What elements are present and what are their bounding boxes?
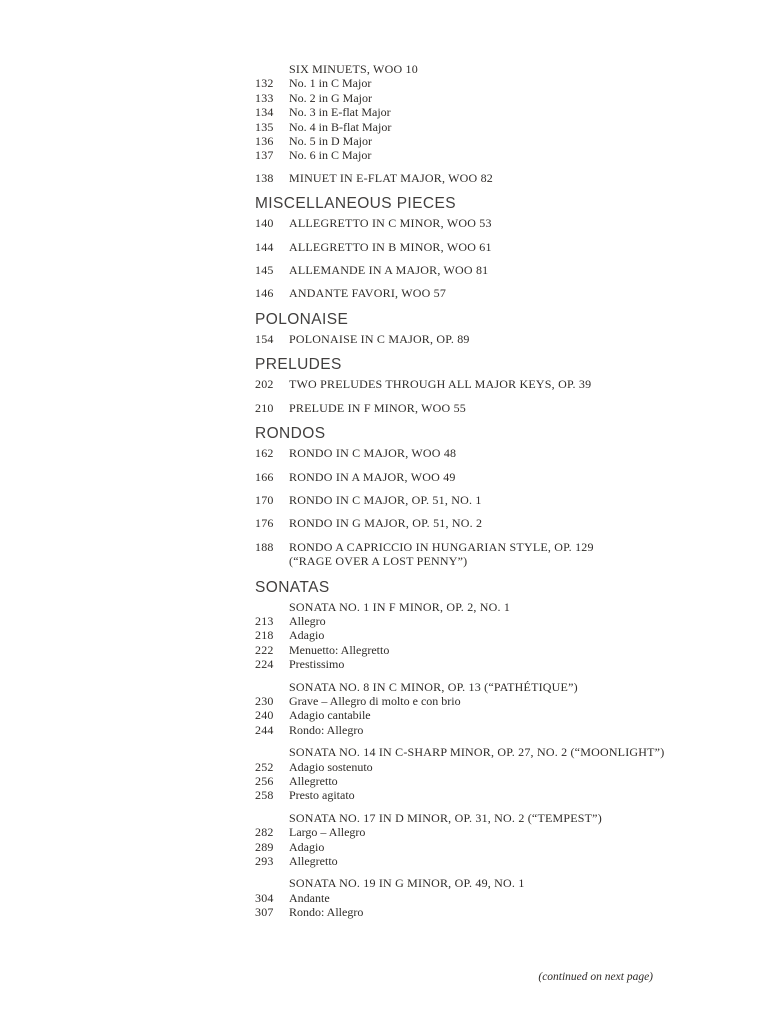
- page-number: 240: [255, 708, 274, 723]
- page-number: 166: [255, 469, 274, 484]
- work-group: [255, 62, 695, 163]
- page-number: 224: [255, 657, 274, 672]
- page-number: 176: [255, 516, 274, 531]
- page-number: 162: [255, 446, 274, 461]
- piece-title: RONDO IN G MAJOR, OP. 51, NO. 2: [289, 516, 483, 531]
- toc-entry: [255, 105, 695, 119]
- work-subheading: SONATA NO. 17 IN D MINOR, OP. 31, NO. 2 (“TEMPEST”): [289, 810, 602, 825]
- movement-title: Grave – Allegro di molto e con brio: [289, 693, 461, 708]
- movement-title: Adagio: [289, 628, 325, 643]
- toc-entry: [255, 614, 695, 628]
- toc-entry: [255, 470, 695, 484]
- toc-entry: [255, 540, 695, 569]
- piece-title: RONDO IN A MAJOR, WOO 49: [289, 469, 456, 484]
- movement-title: No. 1 in C Major: [289, 76, 372, 91]
- toc-entry: [255, 774, 695, 788]
- page-number: 140: [255, 216, 274, 231]
- movement-title: Andante: [289, 890, 330, 905]
- movement-title: Rondo: Allegro: [289, 722, 364, 737]
- toc-entry: [255, 628, 695, 642]
- toc-entry: [255, 240, 695, 254]
- toc-entry: [255, 854, 695, 868]
- toc-entry: [255, 694, 695, 708]
- toc-entry: [255, 788, 695, 802]
- piece-title: RONDO IN C MAJOR, OP. 51, NO. 1: [289, 492, 482, 507]
- work-group: [255, 600, 695, 672]
- page-number: 202: [255, 377, 274, 392]
- table-of-contents: [255, 62, 695, 928]
- toc-entry: [255, 840, 695, 854]
- section-heading: PRELUDES: [255, 356, 342, 374]
- movement-title: Menuetto: Allegretto: [289, 642, 390, 657]
- piece-title: ALLEGRETTO IN B MINOR, WOO 61: [289, 239, 492, 254]
- page-number: 252: [255, 759, 274, 774]
- page-number: 256: [255, 774, 274, 788]
- page-number: 304: [255, 890, 274, 905]
- movement-title: Adagio sostenuto: [289, 759, 373, 774]
- page-number: 144: [255, 239, 274, 254]
- page-number: 137: [255, 148, 274, 163]
- toc-entry: [255, 493, 695, 507]
- work-group: [255, 680, 695, 738]
- piece-title: POLONAISE IN C MAJOR, OP. 89: [289, 331, 470, 346]
- page-number: 154: [255, 331, 274, 346]
- toc-entry: [255, 723, 695, 737]
- movement-title: Prestissimo: [289, 657, 345, 672]
- work-subheading: SONATA NO. 19 IN G MINOR, OP. 49, NO. 1: [289, 876, 525, 891]
- toc-entry: [255, 891, 695, 905]
- page-number: 170: [255, 492, 274, 507]
- section-heading: MISCELLANEOUS PIECES: [255, 195, 456, 213]
- toc-entry: [255, 516, 695, 530]
- piece-subtitle: (“RAGE OVER A LOST PENNY”): [289, 554, 468, 569]
- page-number: 293: [255, 854, 274, 869]
- work-group: [255, 876, 695, 919]
- toc-entry: [255, 148, 695, 162]
- movement-title: Largo – Allegro: [289, 825, 366, 840]
- toc-entry: [255, 134, 695, 148]
- page-number: 210: [255, 400, 274, 415]
- movement-title: Allegretto: [289, 774, 338, 788]
- piece-title: ANDANTE FAVORI, WOO 57: [289, 286, 447, 301]
- page-number: 133: [255, 90, 274, 105]
- toc-entry: [255, 216, 695, 230]
- piece-title: RONDO A CAPRICCIO IN HUNGARIAN STYLE, OP. 129: [289, 539, 594, 554]
- work-subheading: SIX MINUETS, WOO 10: [289, 62, 418, 76]
- toc-entry: [255, 120, 695, 134]
- piece-title: ALLEGRETTO IN C MINOR, WOO 53: [289, 216, 492, 231]
- page-number: 132: [255, 76, 274, 91]
- work-subheading: SONATA NO. 14 IN C-SHARP MINOR, OP. 27, NO. 2 (“MOONLIGHT”): [289, 745, 665, 760]
- movement-title: Adagio: [289, 839, 325, 854]
- page-number: 134: [255, 105, 274, 120]
- movement-title: No. 6 in C Major: [289, 148, 372, 163]
- toc-entry: [255, 643, 695, 657]
- movement-title: No. 2 in G Major: [289, 90, 372, 105]
- toc-entry: [255, 825, 695, 839]
- piece-title: ALLEMANDE IN A MAJOR, WOO 81: [289, 263, 489, 278]
- toc-entry: [255, 377, 695, 391]
- toc-entry: [255, 263, 695, 277]
- page-number: 244: [255, 722, 274, 737]
- page-number: 145: [255, 263, 274, 278]
- toc-entry: [255, 91, 695, 105]
- toc-entry: [255, 286, 695, 300]
- page-number: 307: [255, 905, 274, 920]
- movement-title: No. 5 in D Major: [289, 134, 372, 149]
- toc-entry: [255, 171, 695, 185]
- toc-entry: [255, 657, 695, 671]
- page-number: 222: [255, 642, 274, 657]
- toc-entry: [255, 905, 695, 919]
- toc-entry: [255, 760, 695, 774]
- toc-entry: [255, 446, 695, 460]
- page-number: 188: [255, 539, 274, 554]
- toc-entry: [255, 332, 695, 346]
- work-group: [255, 745, 695, 803]
- page-number: 230: [255, 693, 274, 708]
- piece-title: TWO PRELUDES THROUGH ALL MAJOR KEYS, OP. 39: [289, 377, 592, 392]
- work-subheading: SONATA NO. 1 IN F MINOR, OP. 2, NO. 1: [289, 599, 511, 614]
- movement-title: No. 4 in B-flat Major: [289, 119, 392, 134]
- page-number: 218: [255, 628, 274, 643]
- movement-title: Adagio cantabile: [289, 708, 371, 723]
- page-number: 258: [255, 788, 274, 803]
- page-number: 213: [255, 613, 274, 628]
- piece-title: MINUET IN E-FLAT MAJOR, WOO 82: [289, 170, 493, 185]
- piece-title: RONDO IN C MAJOR, WOO 48: [289, 446, 457, 461]
- page-number: 289: [255, 839, 274, 854]
- movement-title: Presto agitato: [289, 788, 355, 803]
- page-number: 146: [255, 286, 274, 301]
- page-number: 138: [255, 170, 274, 185]
- section-heading: SONATAS: [255, 578, 330, 596]
- toc-entry: [255, 401, 695, 415]
- toc-entry: [255, 708, 695, 722]
- section-heading: RONDOS: [255, 425, 326, 443]
- continued-note: (continued on next page): [538, 971, 653, 983]
- movement-title: Allegro: [289, 613, 326, 628]
- movement-title: Rondo: Allegro: [289, 905, 364, 920]
- work-subheading: SONATA NO. 8 IN C MINOR, OP. 13 (“PATHÉTIQUE”): [289, 679, 578, 694]
- section-heading: POLONAISE: [255, 310, 349, 328]
- piece-title: PRELUDE IN F MINOR, WOO 55: [289, 400, 466, 415]
- page-number: 135: [255, 119, 274, 134]
- page-number: 282: [255, 825, 274, 840]
- work-group: [255, 811, 695, 869]
- toc-entry: [255, 76, 695, 90]
- page-number: 136: [255, 134, 274, 149]
- movement-title: No. 3 in E-flat Major: [289, 105, 391, 120]
- movement-title: Allegretto: [289, 854, 338, 869]
